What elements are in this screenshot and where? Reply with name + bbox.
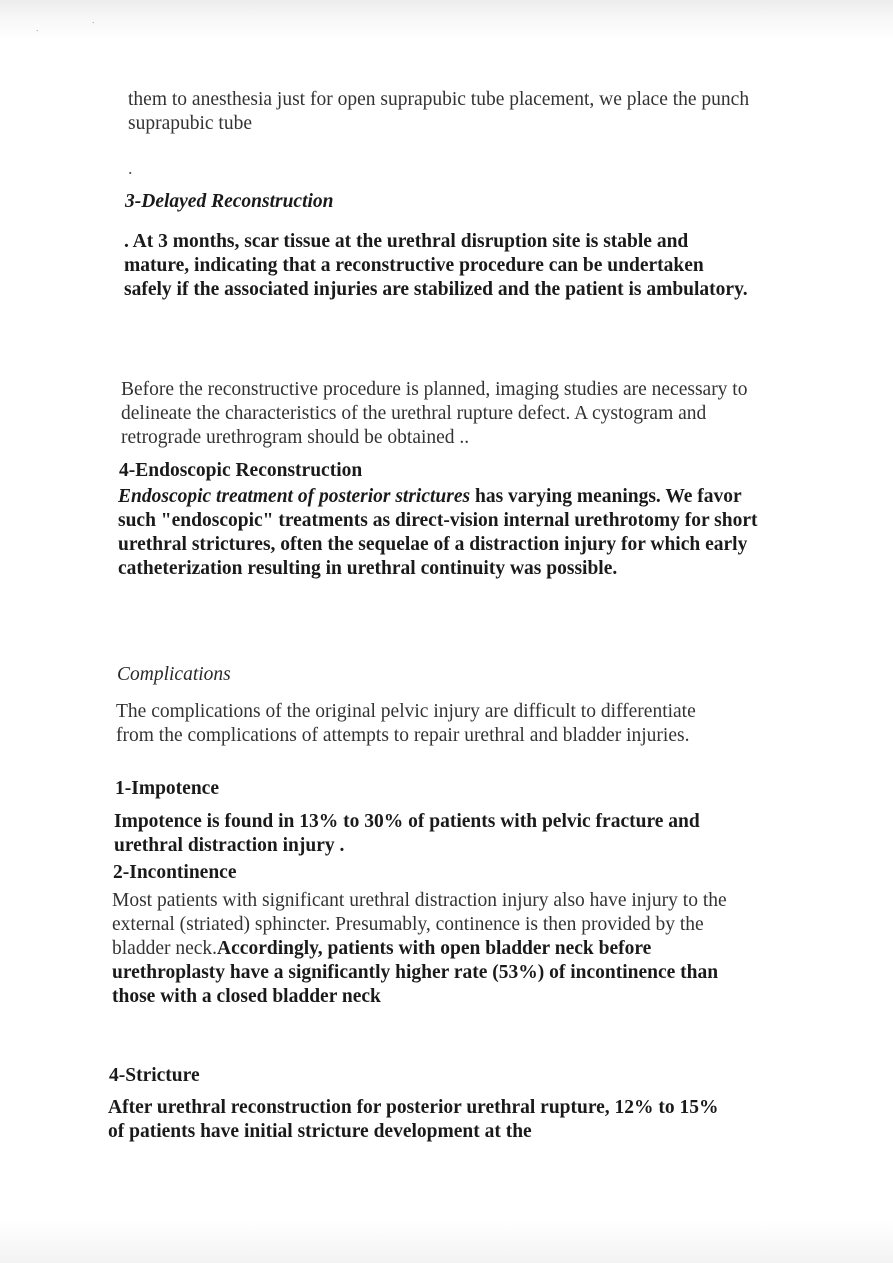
paragraph-imaging-studies: Before the reconstructive procedure is planned, imaging studies are necessary to delineate the characteristics of the urethral rupture defect. A cystogram and retrograde urethrogram should be obtained .. [121, 379, 748, 448]
paragraph-suprapubic: them to anesthesia just for open suprapubic tube placement, we place the punch suprapubic tube [128, 89, 750, 134]
incontinence-regular-text: Most patients with significant urethral distraction injury also have injury to the external (striated) sphincter. Presumably, continence is then provided by the bladder neck. [112, 890, 727, 959]
paragraph-endoscopic-reconstruction [118, 485, 758, 581]
scan-speck: ∙ [92, 18, 95, 29]
incontinence-bold-text: Accordingly, patients with open bladder neck before urethroplasty have a significantly higher rate (53%) of incontinence than those with a closed bladder neck [112, 938, 719, 1007]
endoscopic-italic-phrase: Endoscopic treatment of posterior strictures [118, 486, 471, 507]
heading-complications: Complications [117, 664, 231, 685]
paragraph-incontinence [112, 889, 742, 1009]
stray-dot: . [128, 158, 133, 178]
heading-impotence: 1-Impotence [115, 778, 219, 799]
endoscopic-rest-text: has varying meanings. We favor such "endoscopic" treatments as direct-vision internal urethrotomy for short urethral strictures, often the sequelae of a distraction injury for which early catheterization resulting in urethral continuity was possible. [118, 486, 758, 579]
heading-endoscopic-reconstruction: 4-Endoscopic Reconstruction [119, 460, 363, 481]
heading-incontinence: 2-Incontinence [113, 862, 237, 883]
paragraph-delayed-reconstruction: . At 3 months, scar tissue at the urethral disruption site is stable and mature, indicating that a reconstructive procedure can be undertaken safely if the associated injuries are stabilized and the patient is ambulatory. [124, 231, 748, 300]
paragraph-impotence: Impotence is found in 13% to 30% of patients with pelvic fracture and urethral distraction injury . [114, 811, 700, 856]
paragraph-stricture: After urethral reconstruction for posterior urethral rupture, 12% to 15% of patients have initial stricture development at the [108, 1097, 719, 1142]
paragraph-complications: The complications of the original pelvic injury are difficult to differentiate from the complications of attempts to repair urethral and bladder injuries. [116, 701, 696, 746]
heading-stricture: 4-Stricture [109, 1065, 200, 1086]
scan-speck: ∙ [36, 26, 39, 37]
heading-delayed-reconstruction: 3-Delayed Reconstruction [125, 191, 334, 212]
